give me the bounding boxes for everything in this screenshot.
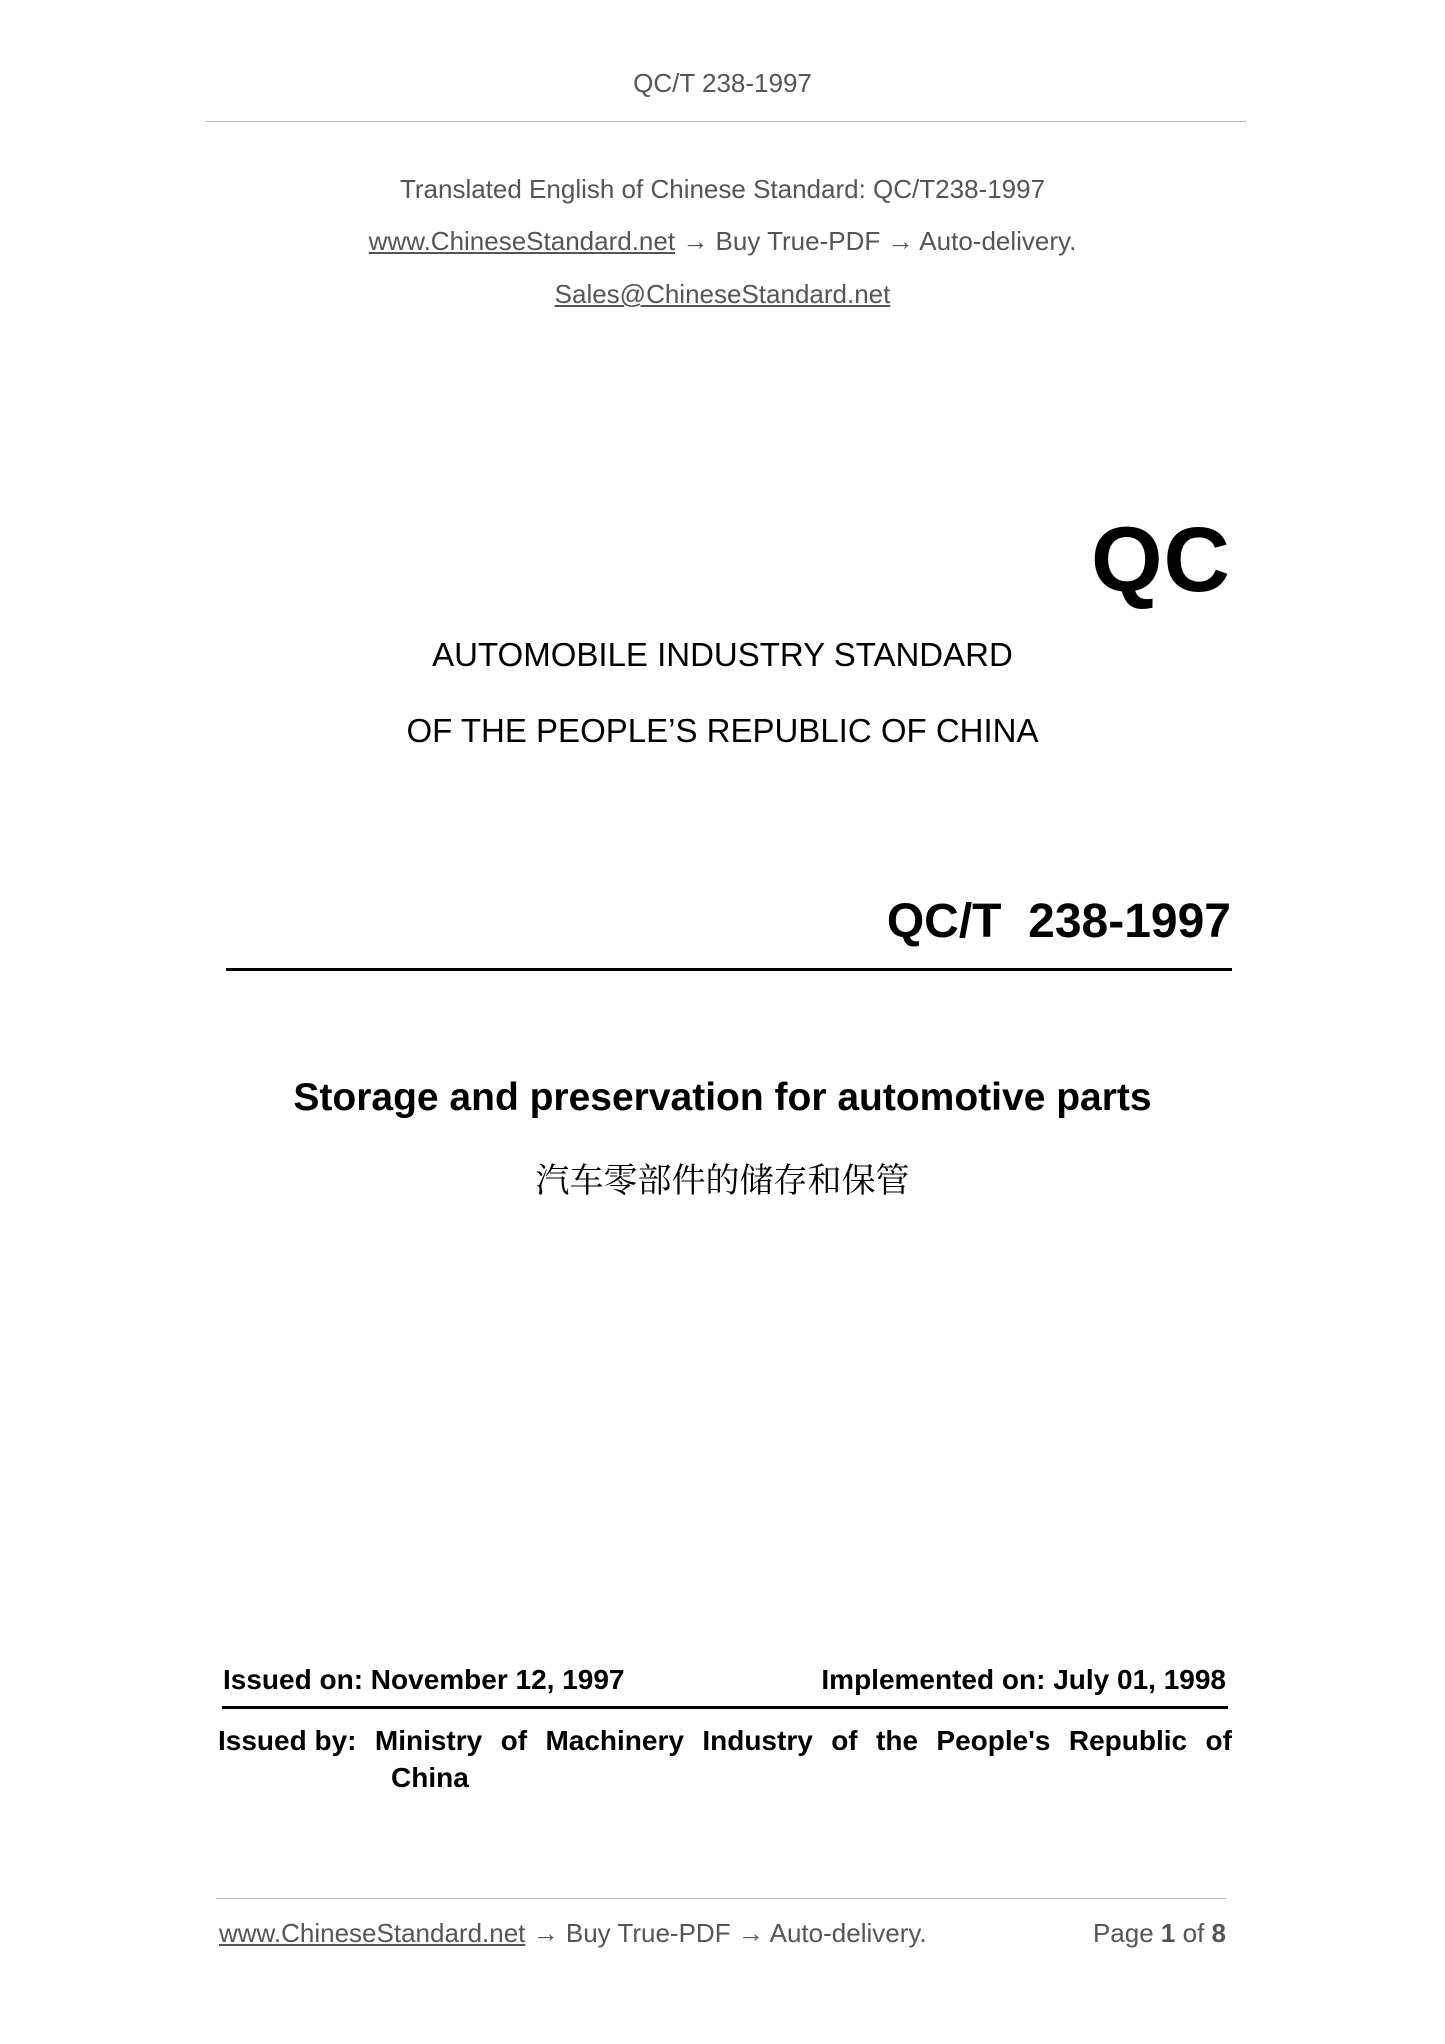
issued-by-word: the — [876, 1725, 919, 1756]
issued-by-word: Industry — [702, 1725, 813, 1756]
issued-by-word: People's — [936, 1725, 1051, 1756]
issued-by-word: Republic — [1068, 1725, 1188, 1756]
document-title-english: Storage and preservation for automotive parts — [293, 1076, 1152, 1119]
arrow-right-icon: → — [737, 1918, 764, 1948]
buy-line — [0, 226, 1445, 257]
standard-mark: QC — [1091, 509, 1231, 611]
standard-number-divider — [226, 968, 1232, 971]
sales-email-link[interactable]: Sales@ChineseStandard.net — [554, 279, 891, 309]
issued-by-word: Machinery — [545, 1725, 684, 1756]
running-header: QC/T 238-1997 — [633, 68, 812, 98]
site-link[interactable]: www.ChineseStandard.net — [368, 226, 676, 256]
page-total: 8 — [1211, 1918, 1226, 1948]
standard-category-line1: AUTOMOBILE INDUSTRY STANDARD — [432, 636, 1013, 673]
page-indicator — [1093, 1918, 1226, 1949]
issued-by-word: Ministry — [374, 1725, 483, 1756]
page-current: 1 — [1160, 1918, 1176, 1948]
issue-divider — [222, 1706, 1228, 1709]
footer-divider — [216, 1898, 1226, 1899]
header-divider — [206, 121, 1246, 122]
issued-by-word: of — [1205, 1725, 1232, 1756]
issued-by-row — [218, 1722, 1232, 1759]
arrow-right-icon: → — [682, 226, 709, 256]
footer-buy-line — [219, 1918, 927, 1949]
implemented-on-date: Implemented on: July 01, 1998 — [821, 1664, 1226, 1695]
issued-by-label: Issued by: — [218, 1725, 357, 1756]
footer-buy-true-pdf-text: Buy True-PDF — [565, 1918, 731, 1948]
page-label: Page — [1092, 1918, 1154, 1948]
footer-auto-delivery-text: Auto-delivery. — [769, 1918, 927, 1948]
footer-site-link[interactable]: www.ChineseStandard.net — [219, 1918, 526, 1948]
document-title-chinese: 汽车零部件的储存和保管 — [535, 1161, 910, 1201]
issued-on-date: Issued on: November 12, 1997 — [223, 1664, 625, 1695]
arrow-right-icon: → — [532, 1918, 559, 1948]
issued-by-word: of — [500, 1725, 528, 1756]
issued-by-block — [218, 1722, 1232, 1796]
page-of-label: of — [1182, 1918, 1205, 1948]
standard-category-line2: OF THE PEOPLE’S REPUBLIC OF CHINA — [406, 712, 1039, 749]
issued-by-continuation: China — [391, 1762, 469, 1793]
email-line — [0, 279, 1445, 310]
translation-notice: Translated English of Chinese Standard: QC/T238-1997 — [399, 174, 1046, 204]
standard-number: QC/T 238-1997 — [886, 895, 1231, 948]
issued-by-word: of — [831, 1725, 858, 1756]
auto-delivery-text: Auto-delivery. — [919, 226, 1077, 256]
arrow-right-icon: → — [887, 226, 914, 256]
buy-true-pdf-text: Buy True-PDF — [715, 226, 881, 256]
